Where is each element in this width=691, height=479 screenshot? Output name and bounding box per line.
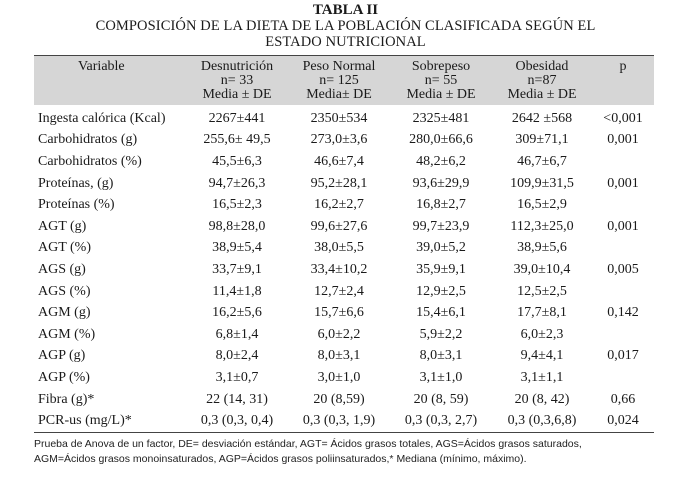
- subtitle-line-1: COMPOSICIÓN DE LA DIETA DE LA POBLACIÓN CLASIFICADA SEGÚN EL: [95, 18, 596, 34]
- cell-desnutricion: 33,7±9,1: [212, 261, 262, 277]
- cell-p-value: [592, 281, 654, 303]
- header-desnutricion-line: n= 33: [220, 73, 254, 88]
- cell-peso-normal: 12,7±2,4: [314, 283, 364, 299]
- cell-peso-normal: 8,0±3,1: [317, 348, 361, 364]
- table-row: [34, 105, 654, 130]
- header-obesidad-line: Obesidad: [515, 59, 569, 74]
- data-table-container: [34, 55, 654, 433]
- cell-variable: Fibra (g)*: [38, 391, 95, 407]
- cell-p-value: <0,001: [603, 110, 643, 126]
- cell-sobrepeso: 48,2±6,2: [416, 153, 466, 169]
- cell-peso-normal: 15,7±6,6: [314, 305, 364, 321]
- cell-p-value: 0,024: [592, 410, 654, 432]
- footnote-line-2: AGM=Ácidos grasos monoinsaturados, AGP=Ácidos grasos poliinsaturados,* Mediana (mínimo, máximo).: [34, 453, 527, 465]
- header-obesidad: [492, 56, 592, 106]
- header-obesidad-line: n=87: [527, 73, 557, 88]
- cell-peso-normal: 273,0±3,6: [310, 132, 368, 148]
- cell-desnutricion: 255,6± 49,5: [203, 132, 271, 148]
- table-row: [34, 216, 654, 238]
- cell-variable: AGS (g): [38, 261, 86, 277]
- cell-variable: AGP (%): [38, 369, 90, 385]
- cell-variable: AGT (g): [38, 218, 87, 234]
- cell-desnutricion: 22 (14, 31): [206, 391, 268, 407]
- footnote-line-1: Prueba de Anova de un factor, DE= desviación estándar, AGT= Ácidos grasos totales, AGS=Ácidos grasos saturados,: [34, 438, 582, 450]
- cell-sobrepeso: 280,0±66,6: [409, 132, 473, 148]
- cell-variable: PCR-us (mg/L)*: [34, 410, 186, 432]
- table-row: [34, 367, 654, 389]
- header-desnutricion-line: Media ± DE: [202, 87, 272, 102]
- cell-desnutricion: 16,5±2,3: [212, 197, 262, 213]
- table-row: [34, 389, 654, 411]
- cell-obesidad: 39,0±10,4: [513, 261, 571, 277]
- table-row: [34, 130, 654, 152]
- table-row: [34, 151, 654, 173]
- cell-p-value: 0,005: [607, 261, 639, 277]
- cell-desnutricion: 45,5±6,3: [212, 153, 262, 169]
- header-peso-normal-line: Peso Normal: [302, 59, 376, 74]
- table-row: [34, 259, 654, 281]
- cell-sobrepeso: 15,4±6,1: [416, 305, 466, 321]
- cell-p-value: [592, 194, 654, 216]
- cell-desnutricion: 94,7±26,3: [208, 175, 266, 191]
- cell-variable: AGM (g): [38, 305, 91, 321]
- table-row: [34, 281, 654, 303]
- cell-variable: Carbohidratos (g): [38, 132, 138, 148]
- header-desnutricion-line: Desnutrición: [200, 59, 274, 74]
- cell-obesidad: 112,3±25,0: [510, 218, 574, 234]
- header-p-value-line: p: [619, 59, 627, 74]
- cell-peso-normal: 2350±534: [310, 110, 368, 126]
- cell-p-value: [592, 367, 654, 389]
- cell-sobrepeso: 16,8±2,7: [416, 197, 466, 213]
- header-variable-line: Variable: [78, 59, 125, 74]
- table-row: [34, 324, 654, 346]
- cell-p-value: [592, 151, 654, 173]
- table-row: [34, 302, 654, 324]
- cell-desnutricion: 8,0±2,4: [215, 348, 259, 364]
- cell-sobrepeso: 8,0±3,1: [419, 348, 463, 364]
- cell-peso-normal: 95,2±28,1: [310, 175, 368, 191]
- cell-sobrepeso: 3,1±1,0: [419, 369, 463, 385]
- cell-obesidad: 20 (8, 42): [514, 391, 570, 407]
- cell-variable: Ingesta calórica (Kcal): [38, 110, 166, 126]
- cell-variable: AGT (%): [38, 240, 92, 256]
- cell-variable: Proteínas (%): [38, 197, 115, 213]
- cell-sobrepeso: 99,7±23,9: [412, 218, 470, 234]
- cell-obesidad: 0,3 (0,3,6,8): [492, 410, 592, 432]
- cell-desnutricion: 11,4±1,8: [212, 283, 262, 299]
- table-footnote: [34, 437, 674, 467]
- cell-peso-normal: 38,0±5,5: [314, 240, 364, 256]
- header-sobrepeso-line: n= 55: [424, 73, 458, 88]
- table-body: [34, 105, 654, 432]
- cell-obesidad: 17,7±8,1: [517, 305, 567, 321]
- cell-variable: AGP (g): [38, 348, 86, 364]
- cell-desnutricion: 0,3 (0,3, 0,4): [186, 410, 288, 432]
- header-sobrepeso: [390, 56, 492, 106]
- cell-obesidad: 12,5±2,5: [517, 283, 567, 299]
- cell-variable: AGS (%): [38, 283, 91, 299]
- cell-variable: AGM (%): [38, 326, 96, 342]
- header-sobrepeso-line: Media ± DE: [406, 87, 476, 102]
- subtitle-line-2: ESTADO NUTRICIONAL: [265, 34, 426, 50]
- header-p-value: [592, 56, 654, 106]
- table-row: [34, 173, 654, 195]
- cell-desnutricion: 38,9±5,4: [212, 240, 262, 256]
- cell-obesidad: 9,4±4,1: [520, 348, 564, 364]
- cell-peso-normal: 33,4±10,2: [310, 261, 368, 277]
- header-peso-normal: [288, 56, 390, 106]
- cell-desnutricion: 16,2±5,6: [212, 305, 262, 321]
- cell-sobrepeso: 2325±481: [412, 110, 470, 126]
- table-header: [34, 56, 654, 106]
- cell-p-value: 0,001: [607, 175, 639, 191]
- table-subtitle: [40, 18, 651, 50]
- table-row: [34, 410, 654, 432]
- cell-desnutricion: 2267±441: [208, 110, 266, 126]
- cell-obesidad: 109,9±31,5: [510, 175, 574, 191]
- header-peso-normal-line: Media± DE: [306, 87, 372, 102]
- diet-composition-table: [34, 55, 654, 433]
- cell-desnutricion: 3,1±0,7: [215, 369, 259, 385]
- cell-sobrepeso: 39,0±5,2: [416, 240, 466, 256]
- cell-peso-normal: 46,6±7,4: [314, 153, 364, 169]
- cell-desnutricion: 6,8±1,4: [215, 326, 259, 342]
- cell-sobrepeso: 35,9±9,1: [416, 261, 466, 277]
- cell-p-value: 0,001: [607, 218, 639, 234]
- cell-sobrepeso: 93,6±29,9: [412, 175, 470, 191]
- cell-sobrepeso: 0,3 (0,3, 2,7): [390, 410, 492, 432]
- table-row: [34, 194, 654, 216]
- cell-p-value: 0,142: [607, 305, 639, 321]
- cell-desnutricion: 98,8±28,0: [208, 218, 266, 234]
- cell-sobrepeso: 12,9±2,5: [416, 283, 466, 299]
- cell-obesidad: 2642 ±568: [511, 110, 573, 126]
- cell-sobrepeso: 5,9±2,2: [419, 326, 463, 342]
- cell-obesidad: 309±71,1: [515, 132, 569, 148]
- header-variable: [34, 56, 186, 106]
- table-row: [34, 238, 654, 260]
- cell-sobrepeso: 20 (8, 59): [413, 391, 469, 407]
- header-peso-normal-line: n= 125: [319, 73, 359, 88]
- cell-obesidad: 16,5±2,9: [517, 197, 567, 213]
- cell-obesidad: 38,9±5,6: [517, 240, 567, 256]
- cell-peso-normal: 3,0±1,0: [317, 369, 361, 385]
- cell-peso-normal: 16,2±2,7: [314, 197, 364, 213]
- header-sobrepeso-line: Sobrepeso: [411, 59, 471, 74]
- cell-obesidad: 3,1±1,1: [520, 369, 564, 385]
- cell-obesidad: 46,7±6,7: [517, 153, 567, 169]
- cell-peso-normal: 99,6±27,6: [310, 218, 368, 234]
- cell-peso-normal: 20 (8,59): [313, 391, 365, 407]
- table-title: TABLA II: [312, 2, 379, 18]
- cell-p-value: 0,017: [607, 348, 639, 364]
- cell-p-value: [592, 324, 654, 346]
- header-row: [34, 56, 654, 106]
- cell-p-value: 0,001: [607, 132, 639, 148]
- cell-p-value: [592, 238, 654, 260]
- table-row: [34, 346, 654, 368]
- header-obesidad-line: Media ± DE: [507, 87, 577, 102]
- cell-variable: Proteínas, (g): [38, 175, 114, 191]
- cell-peso-normal: 6,0±2,2: [317, 326, 361, 342]
- cell-obesidad: 6,0±2,3: [520, 326, 564, 342]
- cell-p-value: 0,66: [610, 391, 636, 407]
- cell-variable: Carbohidratos (%): [38, 153, 142, 169]
- header-desnutricion: [186, 56, 288, 106]
- cell-peso-normal: 0,3 (0,3, 1,9): [288, 410, 390, 432]
